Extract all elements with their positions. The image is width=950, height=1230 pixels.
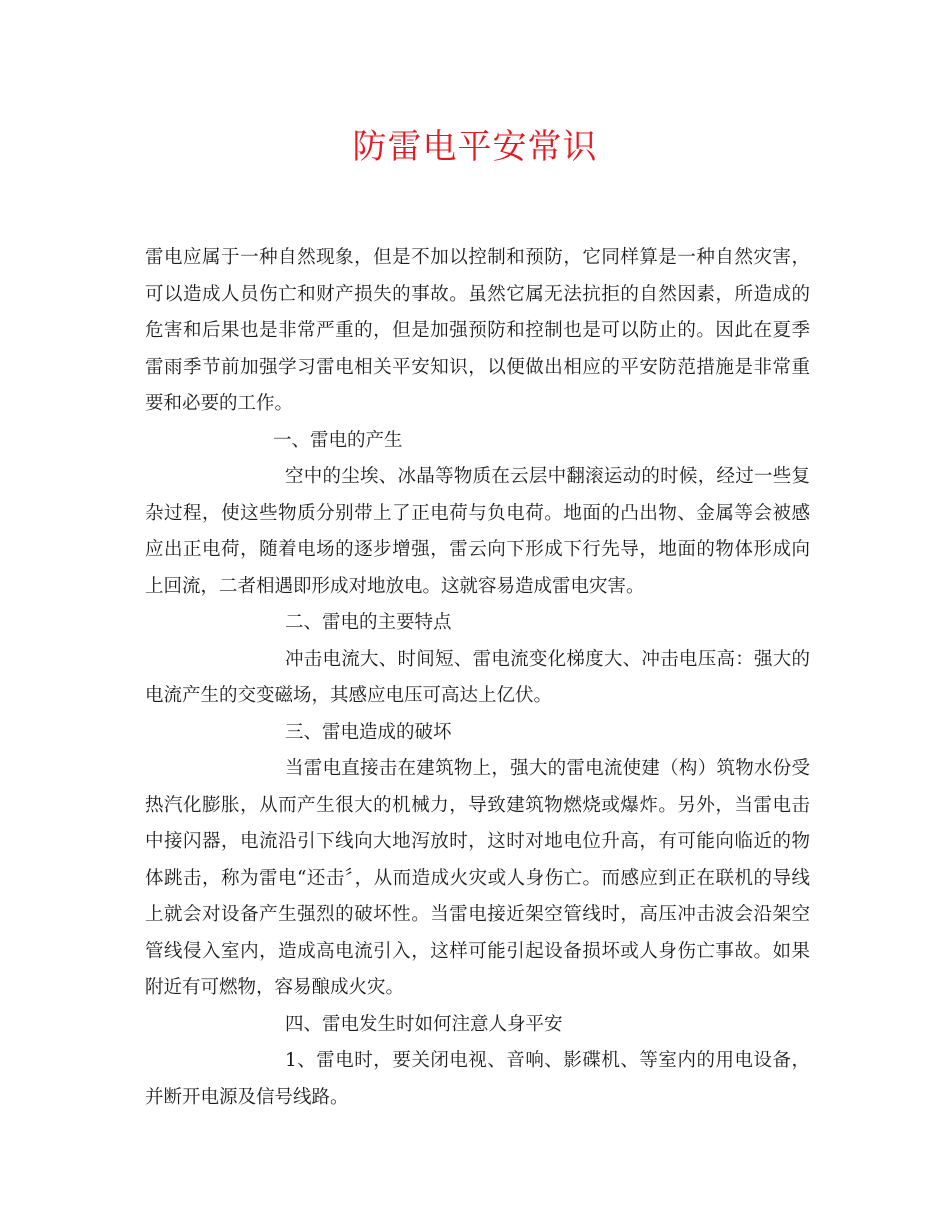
document-title: 防雷电平安常识 bbox=[352, 127, 598, 167]
section-heading-2: 二、雷电的主要特点 bbox=[285, 612, 452, 633]
section-heading-4: 四、雷电发生时如何注意人身平安 bbox=[285, 1013, 563, 1035]
section-body-4: 1、雷电时，要关闭电视、音响、影碟机、等室内的用电设备，并断开电源及信号线路。 bbox=[145, 1050, 810, 1108]
document-body bbox=[145, 240, 810, 1116]
intro-paragraph: 雷电应属于一种自然现象，但是不加以控制和预防，它同样算是一种自然灾害，可以造成人员伤亡和财产损失的事故。虽然它属无法抗拒的自然因素，所造成的危害和后果也是非常严重的，但是加强预防和控制也是可以防止的。因此在夏季雷雨季节前加强学习雷电相关平安知识，以便做出相应的平安防范措施是非常重要和必要的工作。 bbox=[145, 247, 810, 414]
section-body-1: 空中的尘埃、冰晶等物质在云层中翻滚运动的时候，经过一些复杂过程，使这些物质分别带上了正电荷与负电荷。地面的凸出物、金属等会被感应出正电荷，随着电场的逐步增强，雷云向下形成下行先导，地面的物体形成向上回流，二者相遇即形成对地放电。这就容易造成雷电灾害。 bbox=[145, 466, 810, 597]
section-heading-1: 一、雷电的产生 bbox=[273, 429, 403, 451]
section-body-2: 冲击电流大、时间短、雷电流变化梯度大、冲击电压高：强大的电流产生的交变磁场，其感应电压可高达上亿伏。 bbox=[145, 648, 810, 706]
section-heading-3: 三、雷电造成的破坏 bbox=[285, 721, 452, 743]
section-body-3: 当雷电直接击在建筑物上，强大的雷电流使建（构）筑物水份受热汽化膨胀，从而产生很大的机械力，导致建筑物燃烧或爆炸。另外，当雷电击中接闪器，电流沿引下线向大地泻放时，这时对地电位升高，有可能向临近的物体跳击，称为雷电“还击〞，从而造成火灾或人身伤亡。而感应到正在联机的导线上就会对设备产生强烈的破坏性。当雷电接近架空管线时，高压冲击波会沿架空管线侵入室内，造成高电流引入，这样可能引起设备损坏或人身伤亡事故。如果附近有可燃物，容易酿成火灾。 bbox=[145, 758, 810, 998]
